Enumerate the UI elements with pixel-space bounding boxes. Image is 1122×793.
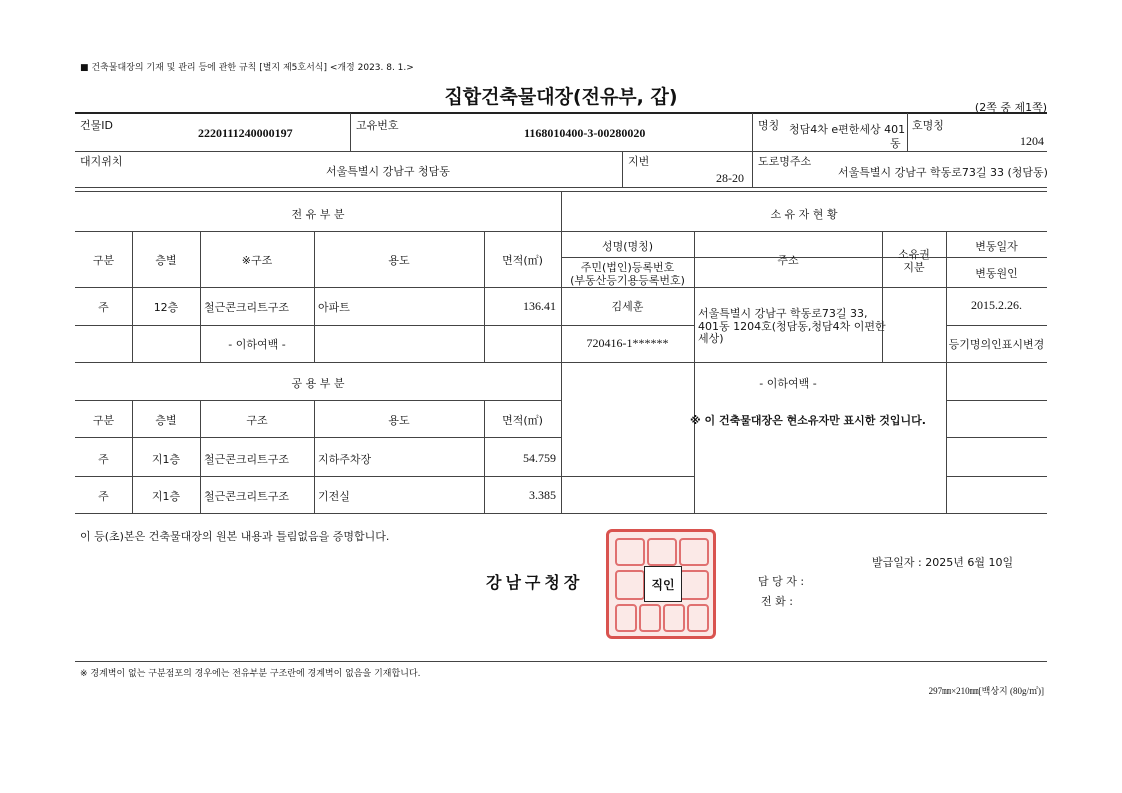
col-header-division: 구분	[92, 254, 115, 267]
rule	[946, 325, 1047, 326]
common-row1-structure: 철근콘크리트구조	[204, 453, 290, 466]
rule	[946, 257, 1047, 258]
owner-header-change-reason: 변동원인	[975, 267, 1018, 280]
common-section-title: 공 용 부 분	[291, 377, 345, 390]
site-location: 서울특별시 강남구 청담동	[326, 165, 450, 178]
unique-no: 1168010400-3-00280020	[524, 126, 646, 140]
building-name-line1: 청담4차 e편한세상 401	[789, 123, 906, 136]
owner-address-line3: 세상)	[698, 332, 724, 345]
owner-change-reason: 등기명의인표시변경	[948, 338, 1045, 351]
owner-id-number: 720416-1******	[586, 336, 669, 350]
rule	[622, 152, 623, 187]
owner-header-id-line1: 주민(법인)등록번호	[580, 261, 675, 274]
col-header-usage: 용도	[388, 254, 410, 267]
rule	[75, 151, 1047, 152]
phone-label: 전 화 :	[761, 595, 793, 608]
col-header-structure: ※구조	[241, 254, 273, 267]
common-row1-area: 54.759	[523, 451, 556, 465]
owner-header-share-line2: 지분	[903, 261, 925, 274]
rule	[75, 661, 1047, 662]
common-header-usage: 용도	[388, 414, 410, 427]
rule-note: ■ 건축물대장의 기재 및 관리 등에 관한 규칙 [별지 제5호서식] <개정 2023. 8. 1.>	[80, 63, 414, 73]
exclusive-blank-note: - 이하여백 -	[228, 338, 286, 351]
issuer-name: 강남구청장	[486, 573, 584, 592]
rule	[694, 232, 695, 513]
rule	[75, 325, 694, 326]
page-info: (2쪽 중 제1쪽)	[974, 101, 1047, 114]
building-name-line2: 동	[890, 137, 901, 150]
owner-address-line2: 401동 1204호(청담동,청담4차 이편한	[698, 320, 886, 333]
common-row2-floor: 지1층	[151, 490, 181, 503]
footer-note: ※ 경계벽이 없는 구분점포의 경우에는 전유부분 구조란에 경계벽이 없음을 기재합니다.	[80, 669, 421, 679]
seal-stamp-label: 직인	[644, 566, 682, 602]
building-id: 2220111240000197	[198, 126, 293, 140]
rule	[75, 476, 694, 477]
col-header-floor: 층별	[155, 254, 177, 267]
rule	[752, 113, 753, 187]
rule	[75, 513, 1047, 514]
name-label: 명칭	[758, 119, 780, 132]
rule	[75, 187, 1047, 188]
owner-change-date: 2015.2.26.	[971, 298, 1022, 312]
exclusive-division: 주	[98, 301, 109, 314]
rule	[75, 400, 561, 401]
exclusive-section-title: 전 유 부 분	[291, 208, 345, 221]
exclusive-structure: 철근콘크리트구조	[204, 301, 290, 314]
owner-notice: ※ 이 건축물대장은 현소유자만 표시한 것입니다.	[690, 414, 926, 427]
owner-header-change-date: 변동일자	[975, 240, 1018, 253]
lot-label: 지번	[628, 155, 650, 168]
exclusive-area: 136.41	[523, 299, 556, 313]
road-address: 서울특별시 강남구 학동로73길 33 (청담동)	[838, 166, 1048, 179]
common-header-floor: 층별	[155, 414, 177, 427]
owner-address-line1: 서울특별시 강남구 학동로73길 33,	[698, 307, 868, 320]
owner-header-share-line1: 소유권	[898, 248, 930, 261]
common-header-area: 면적(㎡)	[502, 414, 543, 427]
rule	[350, 113, 351, 151]
road-label: 도로명주소	[758, 155, 812, 168]
common-row1-floor: 지1층	[151, 453, 181, 466]
owner-blank-note: - 이하여백 -	[759, 377, 817, 390]
page-title: 집합건축물대장(전유부, 갑)	[444, 86, 678, 108]
issue-date: 발급일자 : 2025년 6월 10일	[872, 556, 1014, 569]
certify-statement: 이 등(초)본은 건축물대장의 원본 내용과 틀림없음을 증명합니다.	[80, 530, 390, 543]
rule	[75, 112, 1047, 114]
site-label: 대지위치	[80, 155, 123, 168]
common-row1-usage: 지하주차장	[318, 453, 372, 466]
unique-no-label: 고유번호	[356, 119, 399, 132]
common-row2-area: 3.385	[529, 488, 556, 502]
rule	[907, 113, 908, 151]
building-id-label: 건물ID	[80, 119, 113, 132]
staff-label: 담 당 자 :	[758, 575, 805, 588]
rule	[946, 400, 1047, 401]
exclusive-floor: 12층	[153, 301, 179, 314]
common-row1-division: 주	[98, 453, 109, 466]
owner-name: 김세훈	[611, 300, 644, 313]
owner-header-id-line2: (부동산등기용등록번호)	[570, 274, 685, 287]
common-header-structure: 구조	[246, 414, 268, 427]
common-row2-usage: 기전실	[318, 490, 350, 503]
owner-header-address: 주소	[777, 254, 799, 267]
rule	[946, 476, 1047, 477]
rule	[75, 437, 561, 438]
col-header-area: 면적(㎡)	[502, 254, 543, 267]
owner-section-title: 소 유 자 현 황	[770, 208, 838, 221]
common-row2-division: 주	[98, 490, 109, 503]
exclusive-usage: 아파트	[318, 301, 350, 314]
owner-header-name: 성명(명칭)	[601, 240, 654, 253]
common-header-division: 구분	[92, 414, 115, 427]
lot-number: 28-20	[716, 171, 744, 185]
paper-spec: 297㎜×210㎜[백상지 (80g/㎡)]	[928, 686, 1044, 696]
unit-label: 호명칭	[912, 119, 944, 132]
unit-name: 1204	[1020, 134, 1044, 148]
common-row2-structure: 철근콘크리트구조	[204, 490, 290, 503]
rule	[946, 437, 1047, 438]
